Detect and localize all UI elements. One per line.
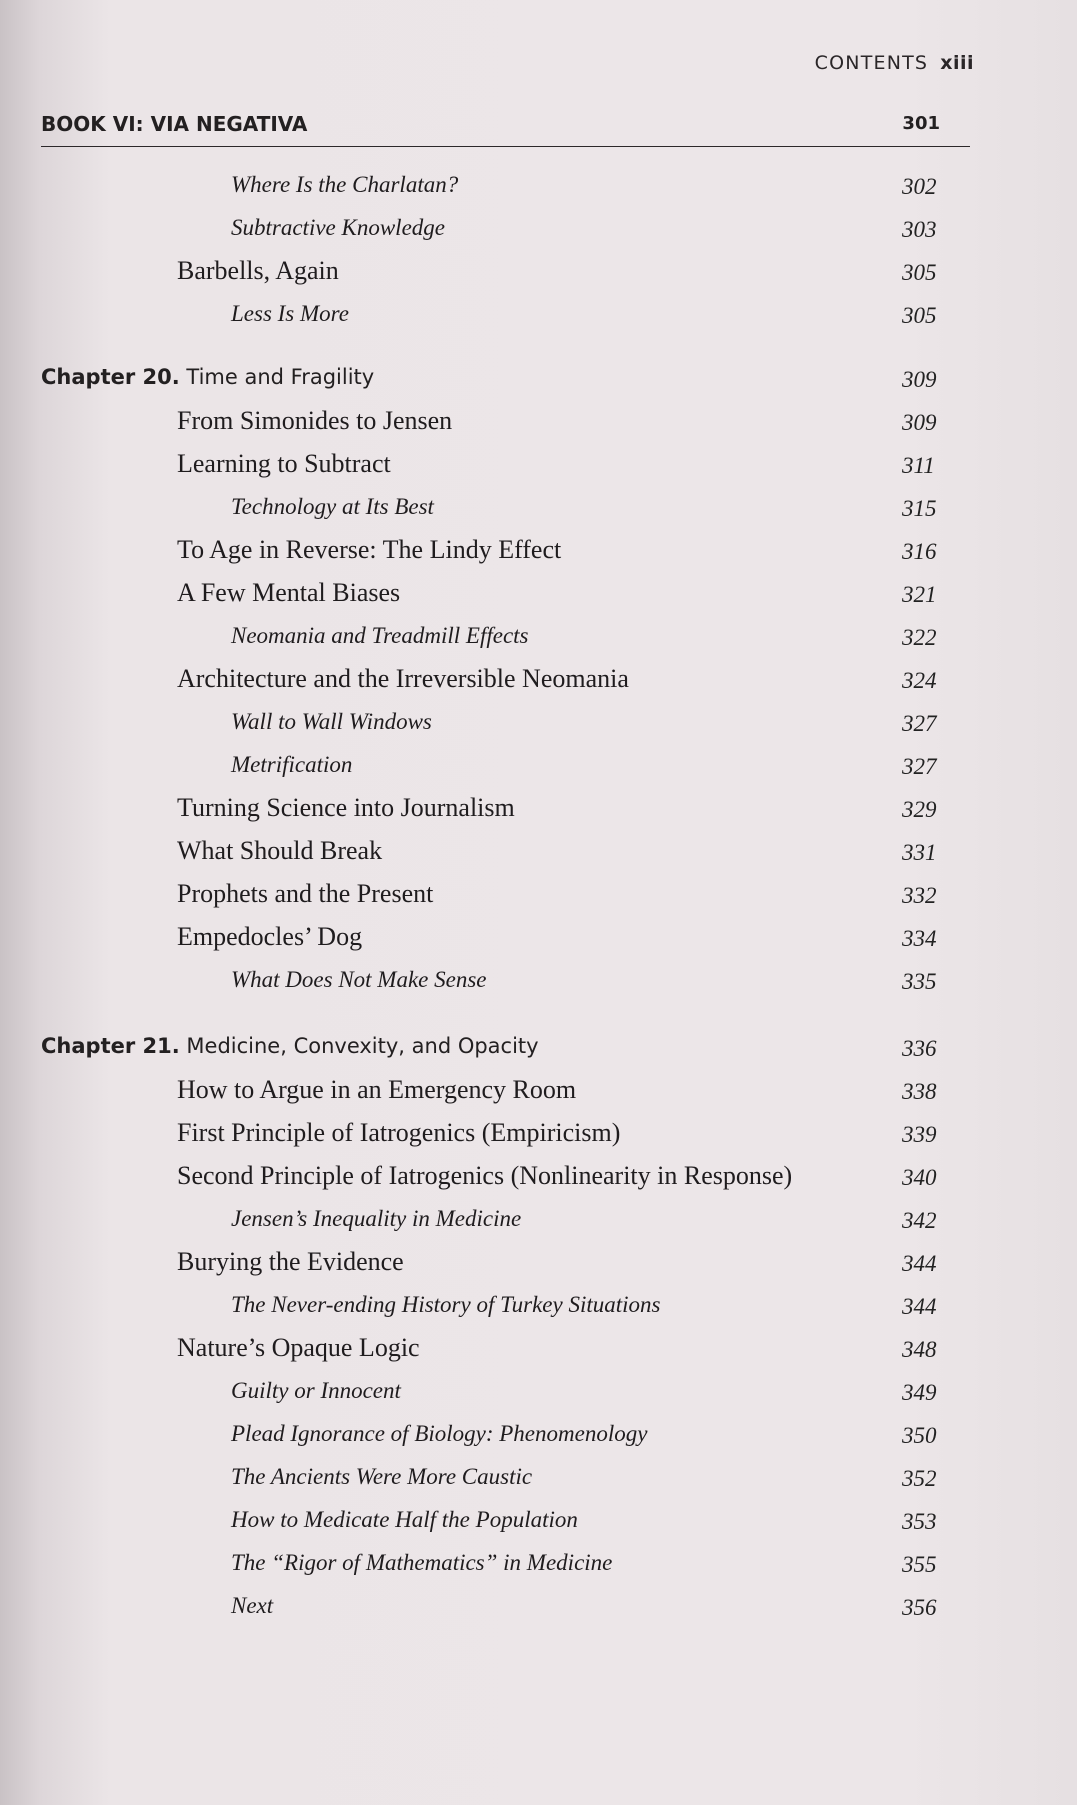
entry-title: Guilty or Innocent [231,1378,401,1403]
entry-title: Nature’s Opaque Logic [177,1333,420,1362]
entry-page-number: 321 [902,582,937,607]
chapter-title: Time and Fragility [186,365,375,389]
entry-page-number: 309 [902,367,937,392]
entry-page-number: 342 [902,1208,937,1233]
entry-title: Subtractive Knowledge [231,215,445,240]
entry-title: Burying the Evidence [177,1247,404,1276]
entry-title: The “Rigor of Mathematics” in Medicine [231,1550,613,1575]
entry-page-number: 316 [902,539,937,564]
chapter-number: Chapter 20. [41,365,180,389]
entry-page-number: 339 [902,1122,937,1147]
entry-title: Next [231,1593,274,1618]
entry-page-number: 302 [902,174,937,199]
entry-page-number: 335 [902,969,937,994]
chapter-title: Medicine, Convexity, and Opacity [186,1034,539,1058]
entry-title: Where Is the Charlatan? [231,172,459,197]
entry-page-number: 327 [902,711,937,736]
entry-title [41,365,374,389]
entry-page-number: 349 [902,1380,937,1405]
entry-title: Wall to Wall Windows [231,709,432,734]
entry-page-number: 327 [902,754,937,779]
entry-title [41,1034,539,1058]
entry-title: From Simonides to Jensen [177,406,453,435]
entry-page-number: 324 [902,668,937,693]
entry-title: Metrification [231,752,353,777]
entry-page-number: 356 [902,1595,937,1620]
entry-page-number: 309 [902,410,937,435]
entry-page-number: 303 [902,217,937,242]
entry-page-number: 353 [902,1509,937,1534]
entry-page-number: 332 [902,883,937,908]
entry-title: Turning Science into Journalism [177,793,515,822]
entry-title: Prophets and the Present [177,879,434,908]
entry-page-number: 344 [902,1294,937,1319]
entry-page-number: 305 [902,260,937,285]
chapter-number: Chapter 21. [41,1034,180,1058]
entry-page-number: 329 [902,797,937,822]
entry-page-number: 311 [902,453,935,478]
entry-title: Learning to Subtract [177,449,391,478]
entry-title: Architecture and the Irreversible Neomania [177,664,629,693]
entry-page-number: 305 [902,303,937,328]
entry-title: Technology at Its Best [231,494,434,519]
entry-title: Neomania and Treadmill Effects [231,623,529,648]
entry-page-number: 338 [902,1079,937,1104]
entry-page-number: 322 [902,625,937,650]
entry-title: The Ancients Were More Caustic [231,1464,533,1489]
entry-title: Second Principle of Iatrogenics (Nonlinearity in Response) [177,1161,793,1190]
entry-title: Jensen’s Inequality in Medicine [231,1206,522,1231]
entry-title: How to Argue in an Emergency Room [177,1075,577,1104]
entry-page-number: 350 [902,1423,937,1448]
entry-title: How to Medicate Half the Population [231,1507,578,1532]
book-title: BOOK VI: VIA NEGATIVA [41,112,308,136]
running-head-page-number: xiii [940,52,974,74]
entry-page-number: 340 [902,1165,937,1190]
entry-title: Barbells, Again [177,256,339,285]
entry-title: What Does Not Make Sense [231,967,487,992]
entry-page-number: 334 [902,926,937,951]
entry-page-number: 348 [902,1337,937,1362]
entry-page-number: 336 [902,1036,937,1061]
entry-page-number: 331 [902,840,937,865]
entry-page-number: 352 [902,1466,937,1491]
entry-title: Empedocles’ Dog [177,922,363,951]
entry-title: The Never-ending History of Turkey Situations [231,1292,661,1317]
entry-title: To Age in Reverse: The Lindy Effect [177,535,562,564]
entry-page-number: 344 [902,1251,937,1276]
running-head-label: CONTENTS [814,52,929,74]
entry-title: What Should Break [177,836,383,865]
entry-title: First Principle of Iatrogenics (Empiricism) [177,1118,621,1147]
book-heading [41,110,970,147]
entry-page-number: 315 [902,496,937,521]
entry-title: A Few Mental Biases [177,578,401,607]
book-page-number: 301 [902,113,940,134]
entry-page-number: 355 [902,1552,937,1577]
entry-title: Plead Ignorance of Biology: Phenomenology [231,1421,648,1446]
running-head [790,52,974,74]
entry-title: Less Is More [231,301,349,326]
